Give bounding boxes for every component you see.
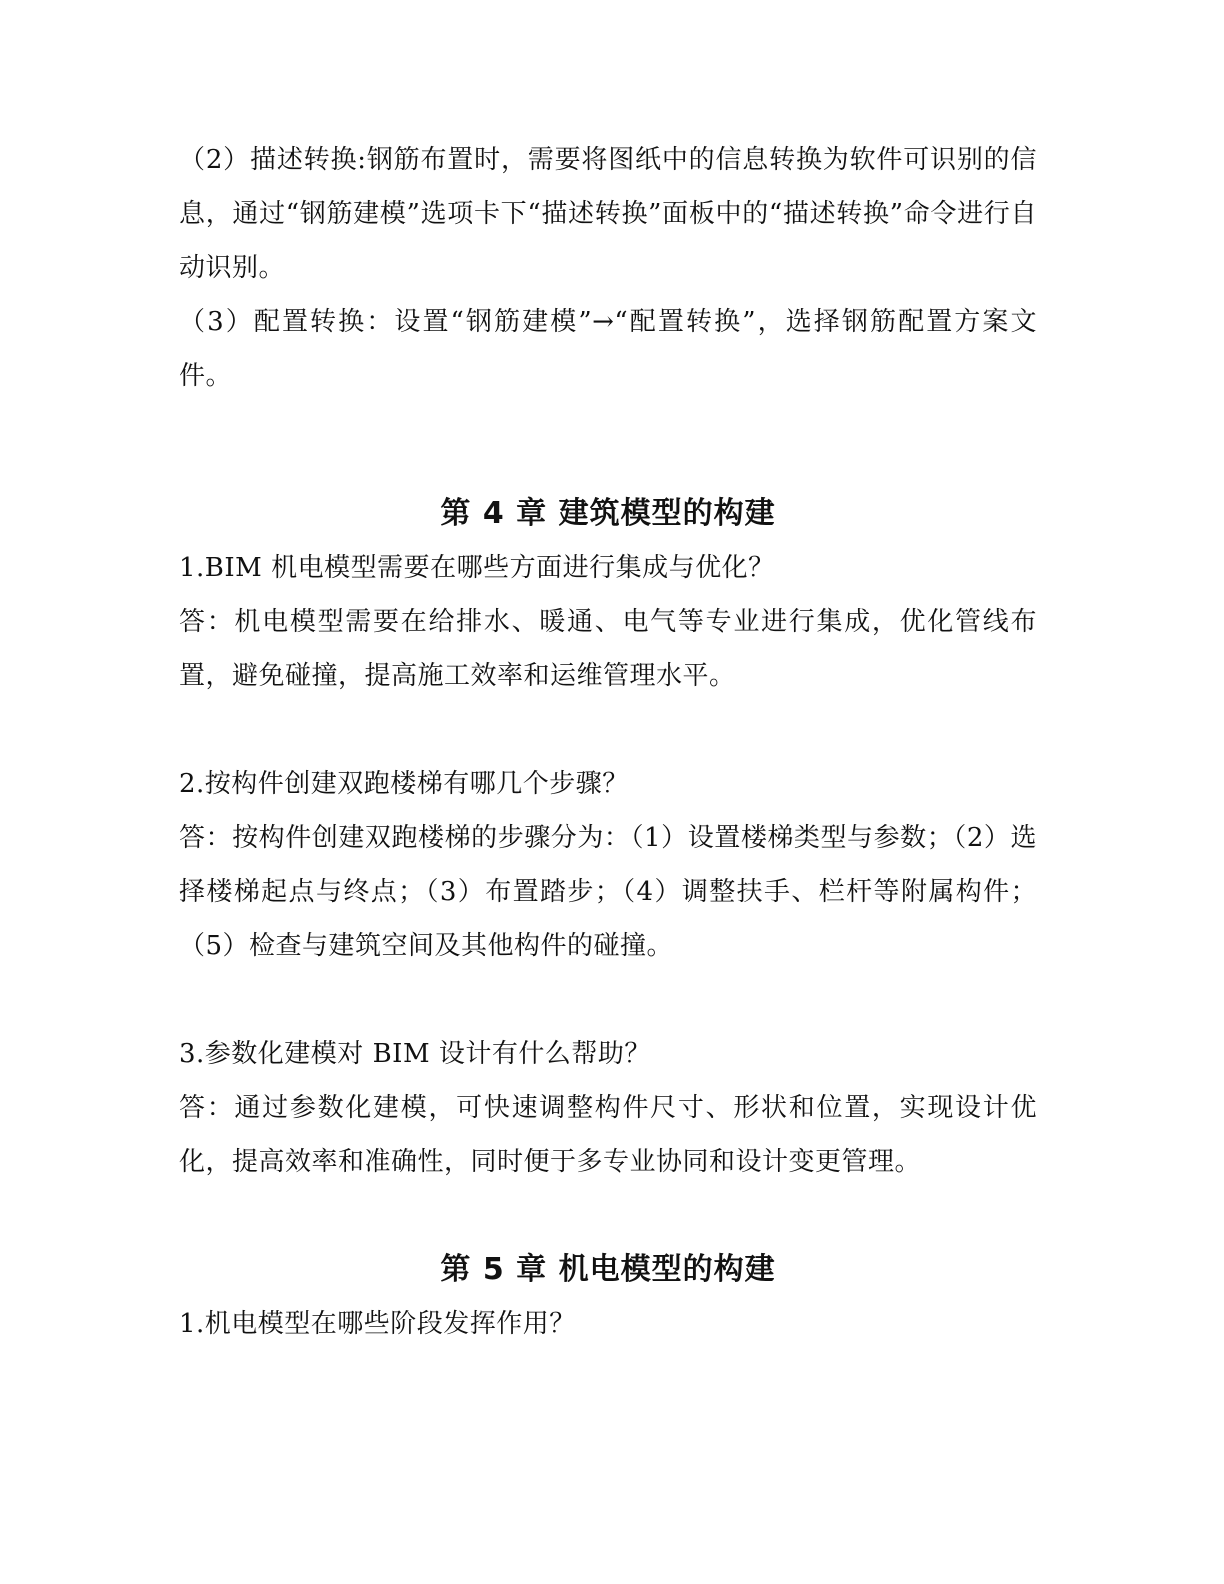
- spacer: [179, 703, 1037, 757]
- spacer: [179, 1189, 1037, 1243]
- ch5-question-1: 1.机电模型在哪些阶段发挥作用？: [179, 1309, 576, 1339]
- intro-paragraph-2: （2）描述转换:钢筋布置时，需要将图纸中的信息转换为软件可识别的信息，通过“钢筋建模”选项卡下“描述转换”面板中的“描述转换”命令进行自动识别。: [179, 145, 1037, 283]
- ch4-question-3: 3.参数化建模对 BIM 设计有什么帮助？: [179, 1039, 651, 1069]
- ch4-question-1: 1.BIM 机电模型需要在哪些方面进行集成与优化？: [179, 553, 775, 583]
- spacer: [179, 973, 1037, 1027]
- chapter-4-title: 第 4 章 建筑模型的构建: [440, 496, 776, 531]
- ch4-answer-1: 答：机电模型需要在给排水、暖通、电气等专业进行集成，优化管线布置，避免碰撞，提高施工效率和运维管理水平。: [179, 607, 1037, 691]
- ch4-question-2: 2.按构件创建双跑楼梯有哪几个步骤？: [179, 769, 629, 799]
- document-page: [179, 133, 1037, 1351]
- intro-paragraph-3: （3）配置转换：设置“钢筋建模”→“配置转换”，选择钢筋配置方案文件。: [179, 307, 1037, 391]
- spacer: [179, 403, 1037, 487]
- chapter-5-title: 第 5 章 机电模型的构建: [440, 1252, 776, 1287]
- ch4-answer-3: 答：通过参数化建模，可快速调整构件尺寸、形状和位置，实现设计优化，提高效率和准确性，同时便于多专业协同和设计变更管理。: [179, 1093, 1037, 1177]
- ch4-answer-2: 答：按构件创建双跑楼梯的步骤分为：（1）设置楼梯类型与参数；（2）选择楼梯起点与终点；（3）布置踏步；（4）调整扶手、栏杆等附属构件；（5）检查与建筑空间及其他构件的碰撞。: [179, 823, 1037, 961]
